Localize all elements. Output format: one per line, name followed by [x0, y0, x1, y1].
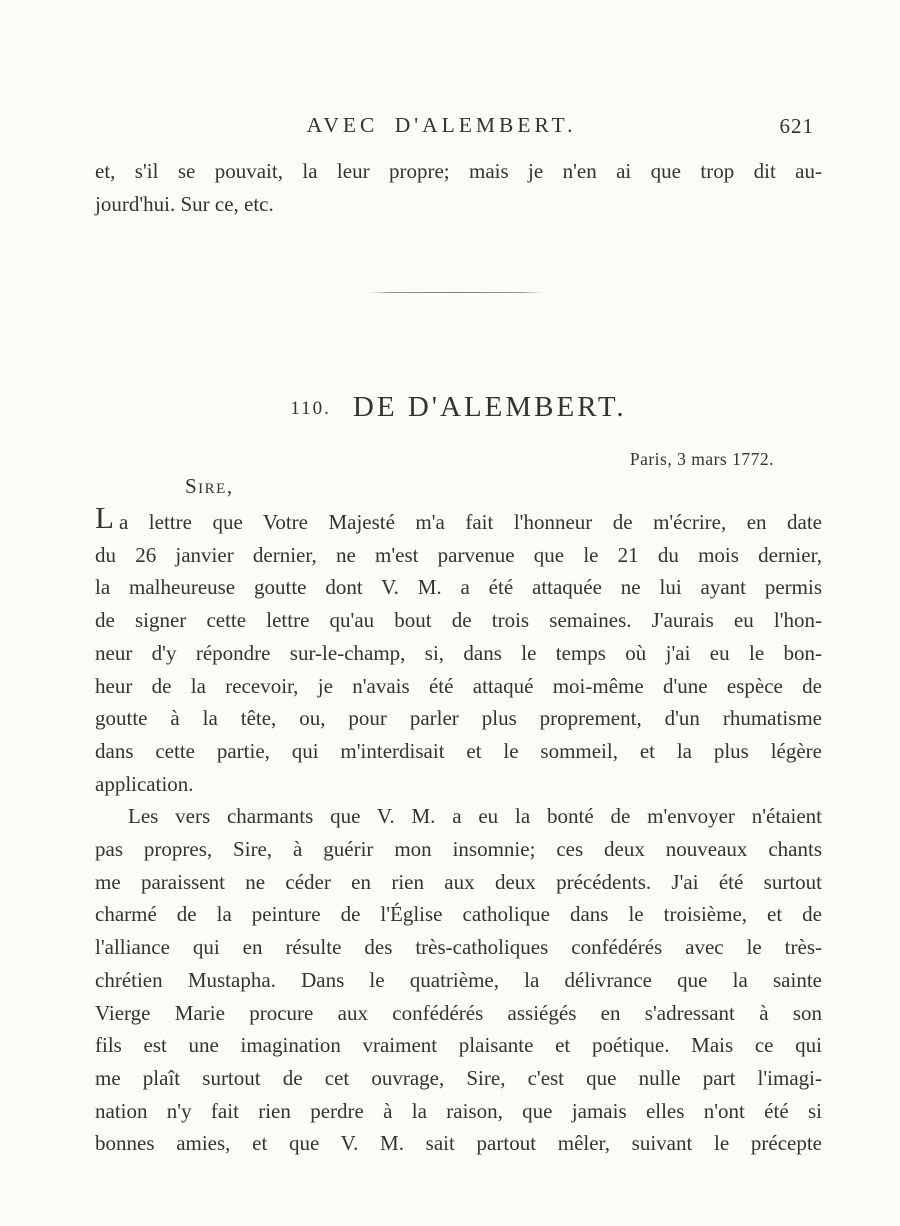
paragraph-line: l'alliance qui en résulte des très-catholiques confédérés avec le très-: [95, 935, 822, 960]
paragraph-line: du 26 janvier dernier, ne m'est parvenue que le 21 du mois dernier,: [95, 542, 822, 567]
paragraph-line: chrétien Mustapha. Dans le quatrième, la délivrance que la sainte: [95, 967, 822, 992]
paragraph-line: et, s'il se pouvait, la leur propre; mais je n'en ai que trop dit au-: [95, 159, 822, 183]
paragraph-line: pas propres, Sire, à guérir mon insomnie; ces deux nouveaux chants: [95, 837, 822, 862]
paragraph-line: Les vers charmants que V. M. a eu la bonté de m'envoyer n'étaient: [128, 804, 822, 829]
paragraph-line: fils est une imagination vraiment plaisante et poétique. Mais ce qui: [95, 1033, 822, 1058]
running-header-title: AVEC D'ALEMBERT.: [306, 113, 577, 137]
page-number: 621: [779, 114, 814, 138]
paragraph-line: heur de la recevoir, je n'avais été attaqué moi-même d'une espèce de: [95, 673, 822, 698]
paragraph-line-text: a lettre que Votre Majesté m'a fait l'honneur de m'écrire, en date: [119, 510, 822, 534]
paragraph-line: me paraissent ne céder en rien aux deux précédents. J'ai été surtout: [95, 869, 822, 894]
paragraph-line: nation n'y fait rien perdre à la raison, que jamais elles n'ont été si: [95, 1098, 822, 1123]
paragraph-line: Vierge Marie procure aux confédérés assiégés en s'adressant à son: [95, 1000, 822, 1025]
running-header: [95, 113, 822, 143]
letter-number: 110.: [290, 398, 331, 419]
paragraph-line: bonnes amies, et que V. M. sait partout mêler, suivant le précepte: [95, 1131, 822, 1156]
section-divider-rule: [370, 292, 542, 293]
paragraph-line: charmé de la peinture de l'Église catholique dans le troisième, et de: [95, 902, 822, 927]
paragraph-line: [95, 500, 822, 539]
dateline: [95, 449, 822, 470]
paragraph-line: la malheureuse goutte dont V. M. a été attaquée ne lui ayant permis: [95, 575, 822, 600]
paragraph-line: application.: [95, 771, 194, 796]
paragraph-line: dans cette partie, qui m'interdisait et le sommeil, et la plus légère: [95, 738, 822, 763]
salutation: [95, 474, 822, 499]
letter-title: DE D'ALEMBERT.: [352, 391, 627, 423]
paragraph-line: de signer cette lettre qu'au bout de trois semaines. J'aurais eu l'hon-: [95, 608, 822, 633]
letter-heading: [95, 391, 822, 424]
paragraph-line: goutte à la tête, ou, pour parler plus proprement, d'un rhumatisme: [95, 706, 822, 731]
dateline-text: Paris, 3 mars 1772.: [629, 449, 774, 469]
letter-body: [95, 500, 822, 1160]
salutation-text: Sire,: [185, 474, 234, 498]
paragraph-line: neur d'y répondre sur-le-champ, si, dans le temps où j'ai eu le bon-: [95, 640, 822, 665]
continuation-paragraph: [95, 155, 822, 221]
paragraph-line: me plaît surtout de cet ouvrage, Sire, c'est que nulle part l'imagi-: [95, 1065, 822, 1090]
paragraph-line: jourd'hui. Sur ce, etc.: [95, 192, 274, 216]
drop-cap-initial: L: [95, 500, 114, 535]
